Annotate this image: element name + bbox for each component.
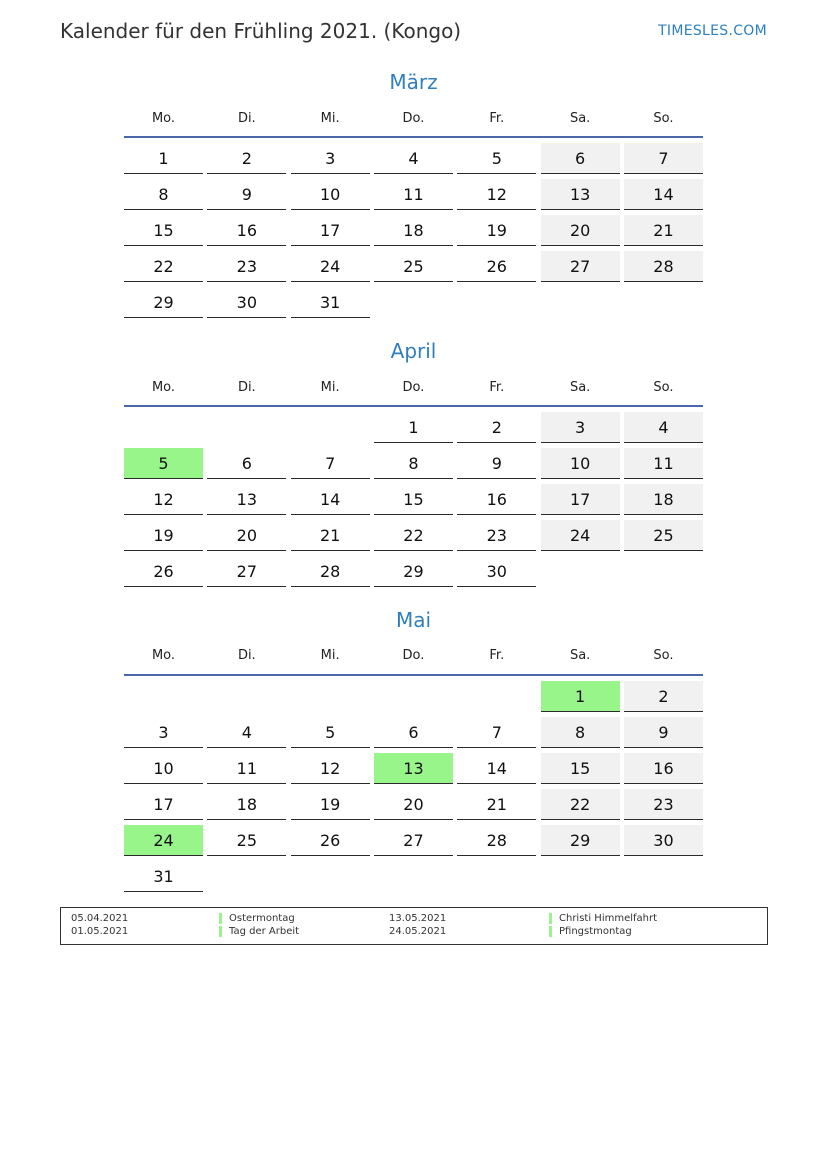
day-cell: 16 [624,753,703,784]
weekday-label: Mo. [151,111,176,126]
legend-date: 13.05.2021 [389,913,447,924]
day-cell: 18 [207,789,286,820]
day-cell: 26 [457,251,536,282]
legend-holiday-name: Christi Himmelfahrt [549,913,657,924]
month-title: Mai [395,608,432,632]
legend-date: 01.05.2021 [71,926,129,937]
weekday-label: Sa. [569,648,591,663]
day-cell: 8 [541,717,620,748]
holiday-day-cell: 13 [374,753,453,784]
day-cell: 1 [124,143,203,174]
day-cell: 9 [207,179,286,210]
day-cell: 27 [207,556,286,587]
day-cell: 26 [291,825,370,856]
day-cell: 5 [291,717,370,748]
day-cell: 15 [124,215,203,246]
day-cell: 28 [457,825,536,856]
weekday-label: Do. [402,111,425,126]
day-cell: 20 [541,215,620,246]
day-cell: 9 [624,717,703,748]
day-cell: 4 [624,412,703,443]
day-cell: 12 [291,753,370,784]
day-cell: 8 [374,448,453,479]
day-cell: 23 [207,251,286,282]
day-cell: 27 [541,251,620,282]
month-header-rule [124,136,703,138]
day-cell: 7 [457,717,536,748]
day-cell: 18 [374,215,453,246]
day-cell: 14 [624,179,703,210]
legend-holiday-name: Ostermontag [219,913,295,924]
day-cell: 11 [207,753,286,784]
month-title: April [390,339,437,363]
weekday-label: Sa. [569,111,591,126]
day-cell: 26 [124,556,203,587]
weekday-label: Do. [402,380,425,395]
day-cell: 12 [124,484,203,515]
day-cell: 14 [291,484,370,515]
weekday-label: Mo. [151,380,176,395]
day-cell: 3 [124,717,203,748]
day-cell: 7 [624,143,703,174]
weekday-label: Fr. [489,111,505,126]
day-cell: 7 [291,448,370,479]
weekday-label: Mi. [320,111,340,126]
day-cell: 25 [624,520,703,551]
day-cell: 19 [291,789,370,820]
day-cell: 22 [374,520,453,551]
weekday-label: So. [653,648,674,663]
weekday-label: Fr. [489,648,505,663]
day-cell: 13 [541,179,620,210]
day-cell: 29 [541,825,620,856]
day-cell: 6 [541,143,620,174]
day-cell: 23 [624,789,703,820]
day-cell: 17 [291,215,370,246]
day-cell: 2 [457,412,536,443]
day-cell: 25 [374,251,453,282]
holiday-day-cell: 5 [124,448,203,479]
weekday-label: Mo. [151,648,176,663]
weekday-label: Di. [237,380,256,395]
weekday-label: So. [653,380,674,395]
month-title: März [389,70,438,94]
day-cell: 29 [124,287,203,318]
weekday-label: So. [653,111,674,126]
day-cell: 2 [207,143,286,174]
day-cell: 30 [207,287,286,318]
weekday-label: Mi. [320,380,340,395]
brand-link[interactable]: TIMESLES.COM [658,23,767,39]
day-cell: 18 [624,484,703,515]
day-cell: 28 [291,556,370,587]
weekday-label: Fr. [489,380,505,395]
legend-date: 05.04.2021 [71,913,129,924]
day-cell: 30 [457,556,536,587]
day-cell: 9 [457,448,536,479]
day-cell: 21 [457,789,536,820]
holiday-legend [60,907,768,945]
day-cell: 11 [624,448,703,479]
day-cell: 12 [457,179,536,210]
day-cell: 31 [124,861,203,892]
day-cell: 30 [624,825,703,856]
day-cell: 3 [541,412,620,443]
day-cell: 4 [207,717,286,748]
weekday-label: Mi. [320,648,340,663]
weekday-label: Di. [237,648,256,663]
day-cell: 27 [374,825,453,856]
day-cell: 23 [457,520,536,551]
day-cell: 20 [374,789,453,820]
day-cell: 16 [457,484,536,515]
page-title: Kalender für den Frühling 2021. (Kongo) [60,19,462,43]
day-cell: 31 [291,287,370,318]
day-cell: 28 [624,251,703,282]
weekday-label: Di. [237,111,256,126]
day-cell: 22 [124,251,203,282]
day-cell: 10 [541,448,620,479]
day-cell: 19 [124,520,203,551]
day-cell: 8 [124,179,203,210]
day-cell: 6 [207,448,286,479]
day-cell: 25 [207,825,286,856]
day-cell: 5 [457,143,536,174]
day-cell: 15 [374,484,453,515]
day-cell: 21 [624,215,703,246]
weekday-label: Sa. [569,380,591,395]
day-cell: 15 [541,753,620,784]
day-cell: 4 [374,143,453,174]
day-cell: 13 [207,484,286,515]
month-header-rule [124,405,703,407]
legend-date: 24.05.2021 [389,926,447,937]
holiday-day-cell: 1 [541,681,620,712]
day-cell: 17 [541,484,620,515]
day-cell: 11 [374,179,453,210]
day-cell: 6 [374,717,453,748]
day-cell: 10 [124,753,203,784]
day-cell: 29 [374,556,453,587]
legend-holiday-name: Pfingstmontag [549,926,632,937]
day-cell: 22 [541,789,620,820]
day-cell: 14 [457,753,536,784]
day-cell: 24 [291,251,370,282]
day-cell: 21 [291,520,370,551]
day-cell: 24 [541,520,620,551]
weekday-label: Do. [402,648,425,663]
month-header-rule [124,674,703,676]
day-cell: 2 [624,681,703,712]
day-cell: 17 [124,789,203,820]
day-cell: 1 [374,412,453,443]
day-cell: 10 [291,179,370,210]
day-cell: 19 [457,215,536,246]
legend-holiday-name: Tag der Arbeit [219,926,299,937]
holiday-day-cell: 24 [124,825,203,856]
day-cell: 20 [207,520,286,551]
day-cell: 3 [291,143,370,174]
day-cell: 16 [207,215,286,246]
